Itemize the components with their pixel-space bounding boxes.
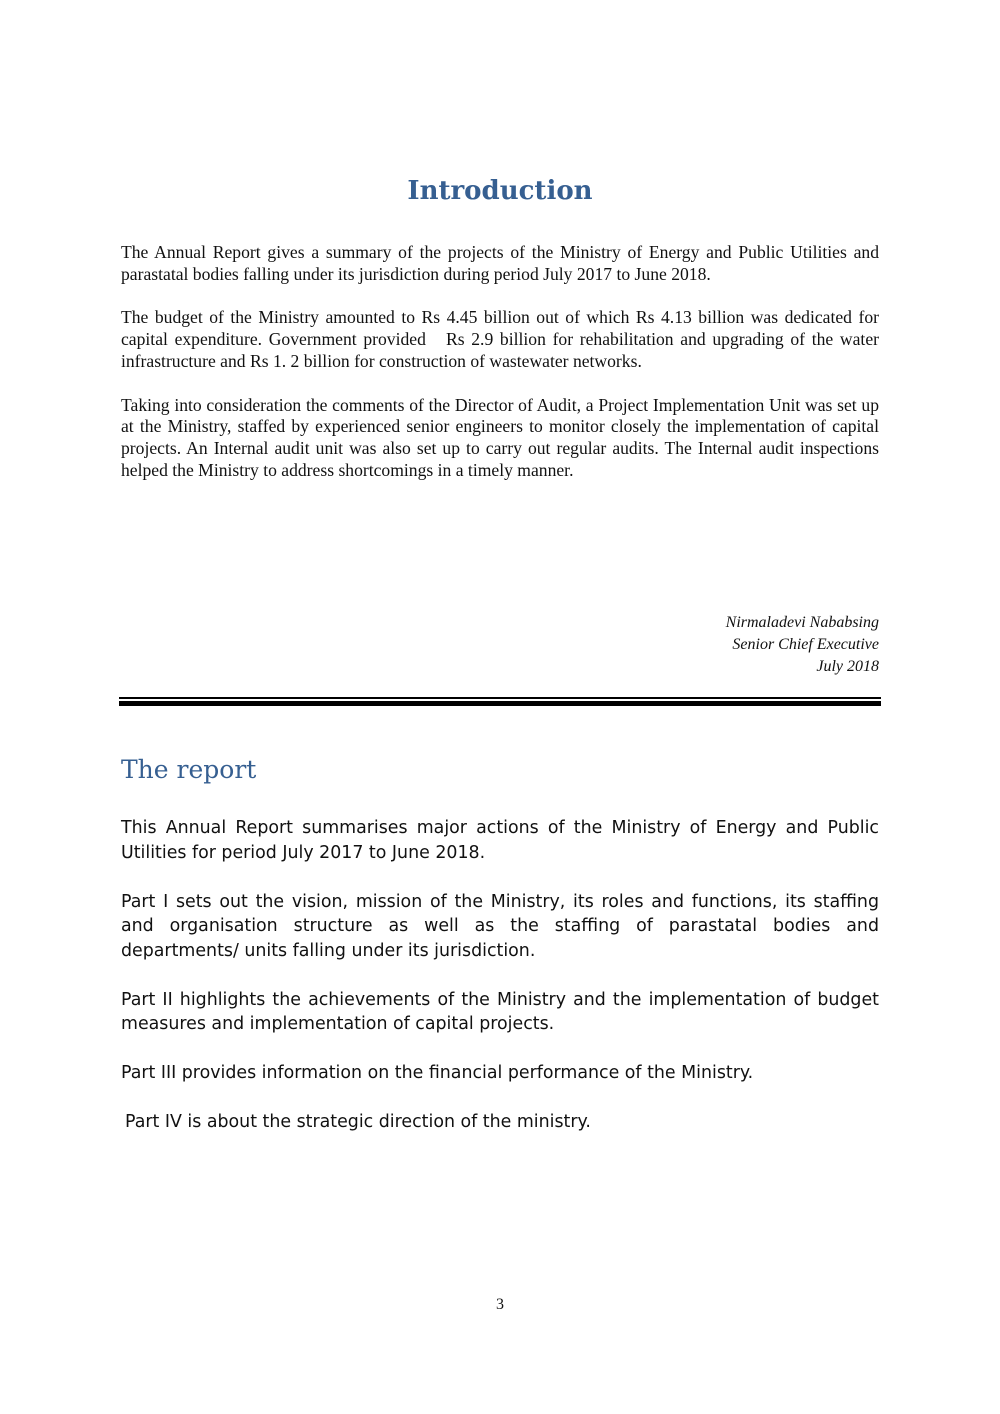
report-paragraph-5: Part IV is about the strategic direction of the ministry. bbox=[125, 1112, 591, 1132]
section-divider bbox=[119, 697, 881, 707]
report-heading: The report bbox=[121, 755, 257, 784]
report-paragraph-2: Part I sets out the vision, mission of the Ministry, its roles and functions, its staffing and organisation structure as well as the staffing of parastatal bodies and departments/ units falling under its jurisdiction. bbox=[121, 891, 879, 961]
intro-paragraph-2: The budget of the Ministry amounted to Rs 4.45 billion out of which Rs 4.13 billion was dedicated for capital expenditure. Government provided Rs 2.9 billion for rehabilitation and upgrading of the water infrastructure and Rs 1. 2 billion for construction of wastewater networks. bbox=[121, 307, 884, 371]
report-paragraph-3: Part II highlights the achievements of the Ministry and the implementation of budget measures and implementation of capital projects. bbox=[121, 989, 879, 1034]
signature-date: July 2018 bbox=[816, 658, 879, 675]
divider-thin-line bbox=[119, 697, 881, 699]
signatory-name: Nirmaladevi Nababsing bbox=[725, 614, 879, 631]
signature-block bbox=[726, 612, 879, 678]
report-paragraph-4: Part III provides information on the financial performance of the Ministry. bbox=[121, 1063, 754, 1083]
introduction-heading: Introduction bbox=[407, 176, 593, 206]
report-body bbox=[121, 816, 879, 1159]
intro-paragraph-1: The Annual Report gives a summary of the projects of the Ministry of Energy and Public Utilities and parastatal bodies falling under its jurisdiction during period July 2017 to June 2018. bbox=[121, 242, 879, 284]
introduction-body bbox=[121, 242, 884, 504]
signatory-position: Senior Chief Executive bbox=[732, 636, 879, 653]
page-number: 3 bbox=[496, 1296, 504, 1313]
report-paragraph-1: This Annual Report summarises major actions of the Ministry of Energy and Public Utilities for period July 2017 to June 2018. bbox=[121, 818, 879, 863]
divider-thick-line bbox=[119, 701, 881, 706]
intro-paragraph-3: Taking into consideration the comments of the Director of Audit, a Project Implementation Unit was set up at the Ministry, staffed by experienced senior engineers to monitor closely the implementation of capital projects. An Internal audit unit was also set up to carry out regular audits. The Internal audit inspections helped the Ministry to address shortcomings in a timely manner. bbox=[121, 394, 879, 480]
